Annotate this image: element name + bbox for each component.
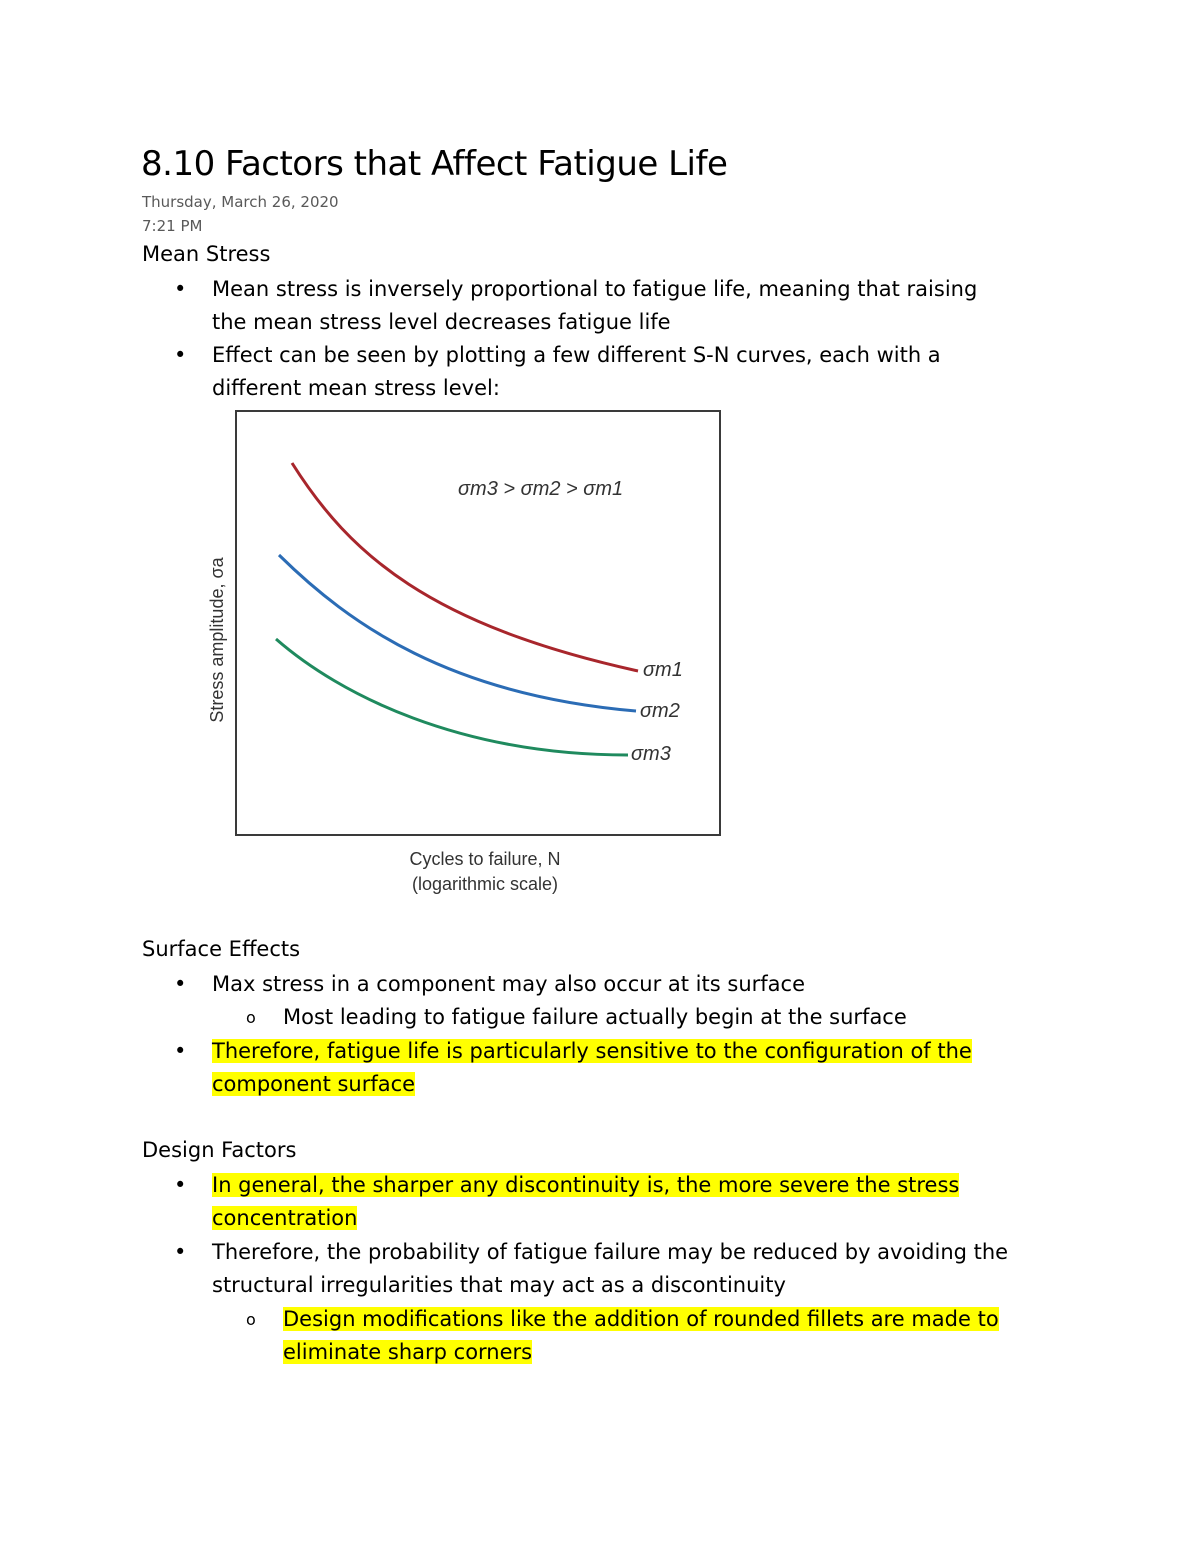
design-sub-bullet-1-line-1 <box>283 1307 999 1331</box>
highlight: Therefore, fatigue life is particularly sensitive to the configuration of the <box>212 1039 972 1063</box>
mean-stress-bullet-2-line-1: Effect can be seen by plotting a few different S-N curves, each with a <box>212 343 941 367</box>
sub-bullet-glyph: o <box>246 1310 256 1329</box>
sub-bullet-glyph: o <box>246 1008 256 1027</box>
series-line-m2 <box>279 555 636 711</box>
highlight: In general, the sharper any discontinuity is, the more severe the stress <box>212 1173 960 1197</box>
highlight: concentration <box>212 1206 358 1230</box>
x-axis-label-line-1: Cycles to failure, N <box>409 849 561 869</box>
mean-stress-bullet-1-line-1: Mean stress is inversely proportional to fatigue life, meaning that raising <box>212 277 978 301</box>
bullet-glyph: • <box>174 972 187 996</box>
bullet-glyph: • <box>174 277 187 301</box>
mean-stress-bullet-2-line-2: different mean stress level: <box>212 376 500 400</box>
surface-sub-bullet-1: Most leading to fatigue failure actually begin at the surface <box>283 1005 907 1029</box>
chart-annotation: σm3 > σm2 > σm1 <box>458 478 624 500</box>
surface-bullet-2-line-2 <box>212 1072 415 1096</box>
page-title: 8.10 Factors that Affect Fatigue Life <box>141 144 728 184</box>
highlight: Design modifications like the addition of rounded fillets are made to <box>283 1307 999 1331</box>
series-label-m2: σm2 <box>640 700 680 722</box>
series-label-m1: σm1 <box>643 659 683 681</box>
mean-stress-bullet-1-line-2: the mean stress level decreases fatigue life <box>212 310 671 334</box>
surface-bullet-1: Max stress in a component may also occur at its surface <box>212 972 805 996</box>
bullet-glyph: • <box>174 1173 187 1197</box>
design-sub-bullet-1-line-2 <box>283 1340 532 1364</box>
bullet-glyph: • <box>174 343 187 367</box>
sn-curve-chart <box>190 405 730 905</box>
design-bullet-1-line-1 <box>212 1173 959 1197</box>
design-bullet-2-line-1: Therefore, the probability of fatigue failure may be reduced by avoiding the <box>212 1240 1009 1264</box>
highlight: eliminate sharp corners <box>283 1340 533 1364</box>
bullet-glyph: • <box>174 1240 187 1264</box>
series-label-m3: σm3 <box>631 743 671 765</box>
bullet-glyph: • <box>174 1039 187 1063</box>
design-bullet-2-line-2: structural irregularities that may act as a discontinuity <box>212 1273 786 1297</box>
page-date: Thursday, March 26, 2020 <box>142 193 339 211</box>
surface-bullet-2-line-1 <box>212 1039 972 1063</box>
section-heading-design-factors: Design Factors <box>142 1138 297 1162</box>
curve-sigma-m2 <box>279 555 636 711</box>
x-axis-label-line-2: (logarithmic scale) <box>411 874 559 894</box>
design-bullet-1-line-2 <box>212 1206 357 1230</box>
section-heading-mean-stress: Mean Stress <box>142 242 271 266</box>
highlight: component surface <box>212 1072 416 1096</box>
section-heading-surface-effects: Surface Effects <box>142 937 301 961</box>
page-time: 7:21 PM <box>142 217 203 235</box>
y-axis-label: Stress amplitude, σa <box>207 557 227 723</box>
